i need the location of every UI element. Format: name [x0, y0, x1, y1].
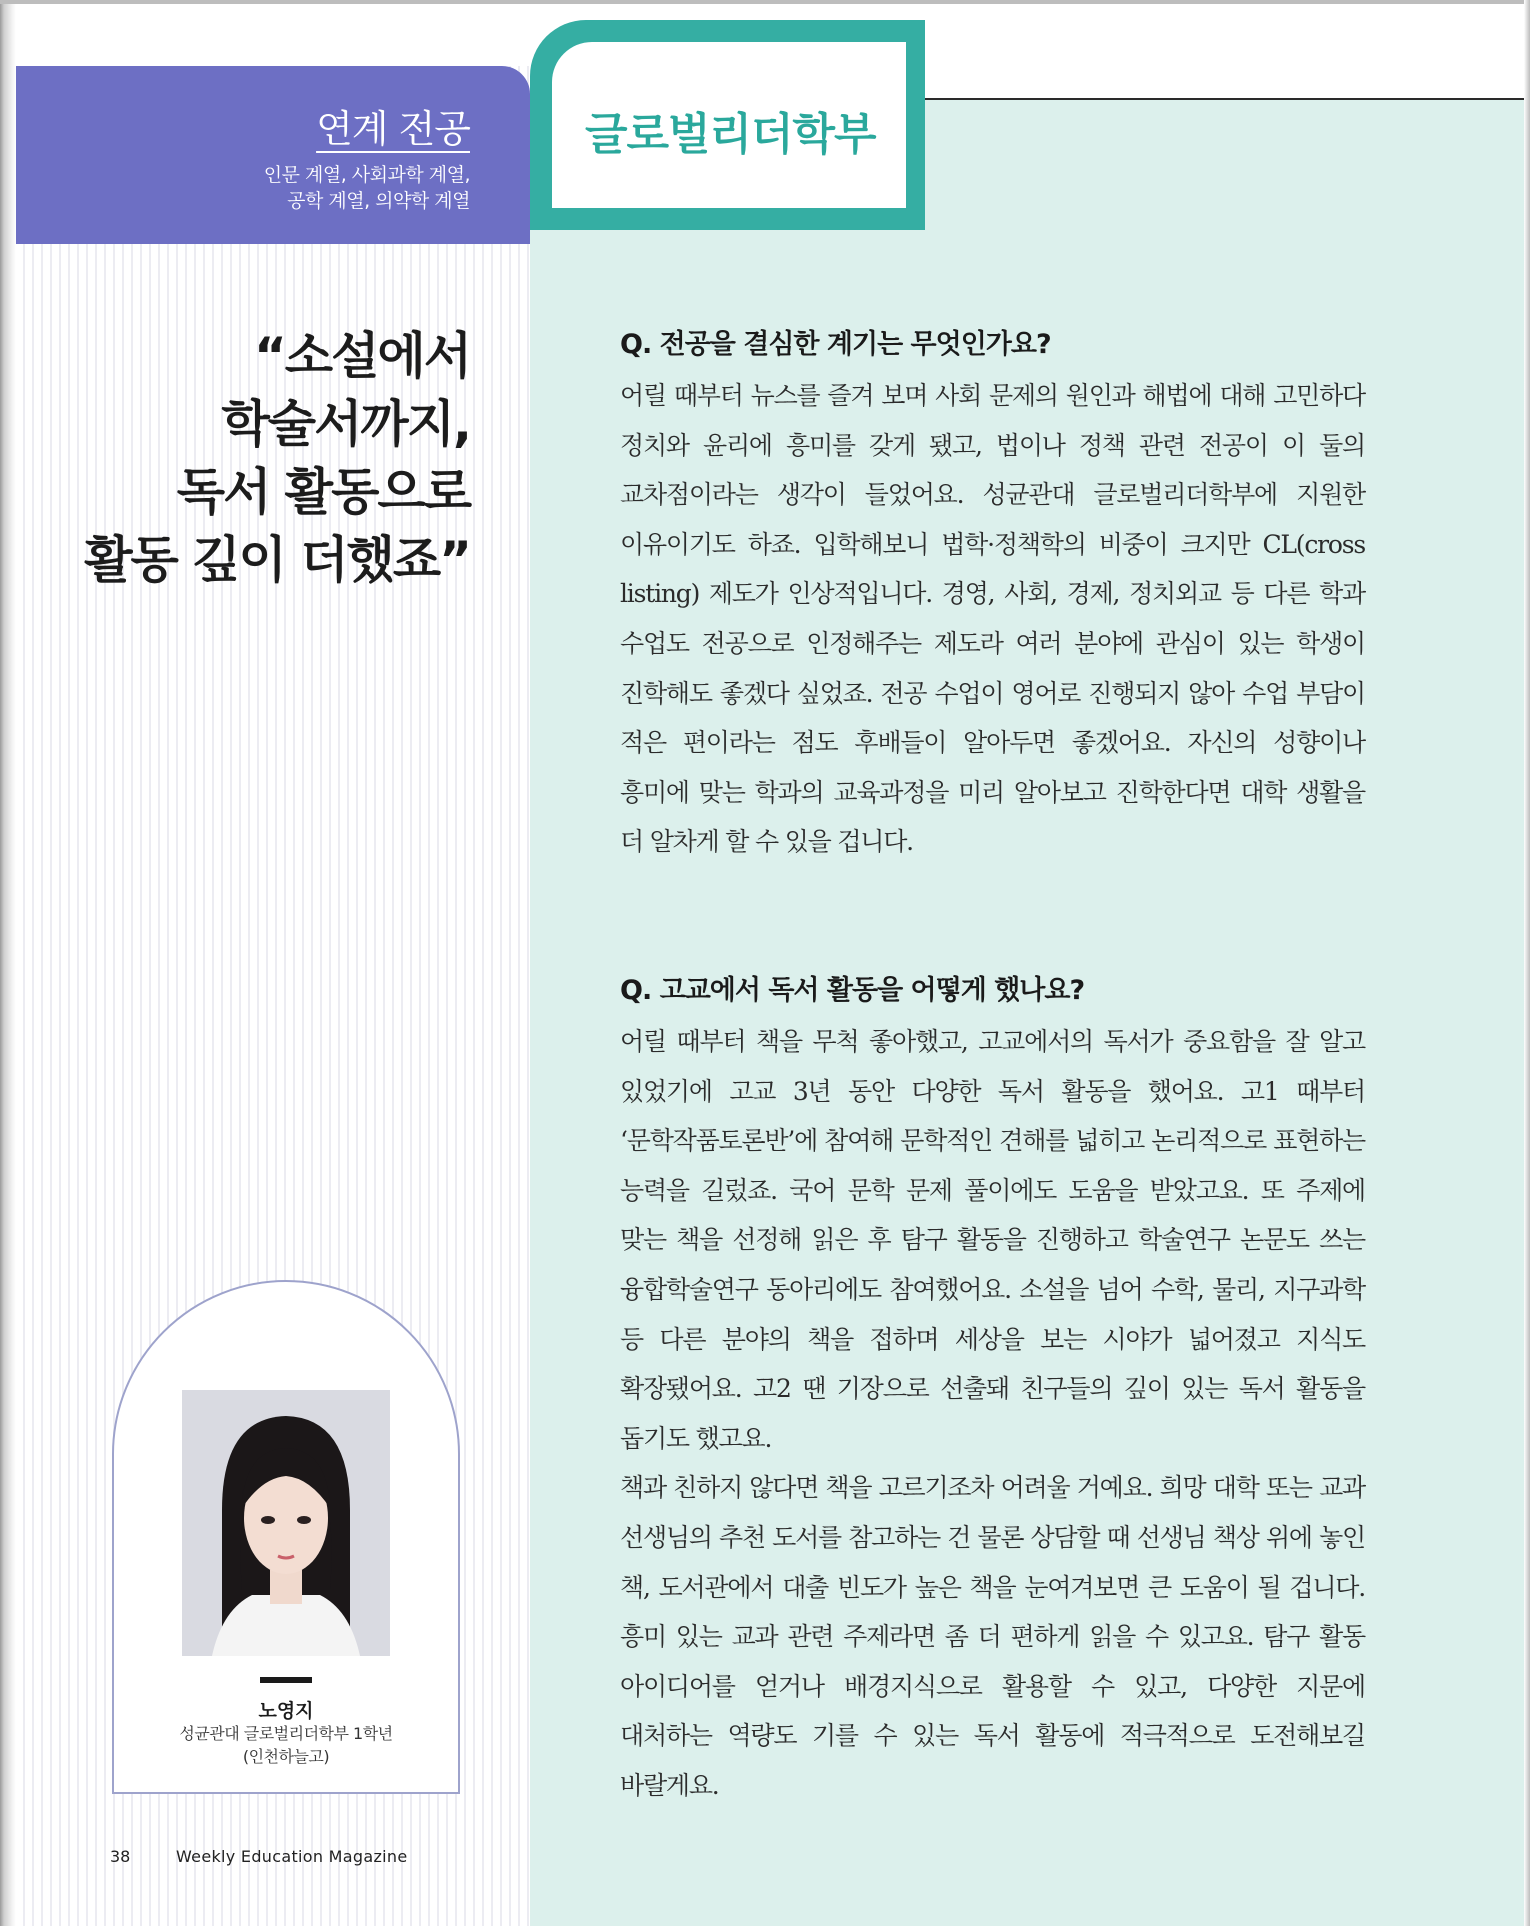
- profile-high-school: (인천하늘고): [242, 1747, 330, 1766]
- profile-photo: [182, 1390, 390, 1656]
- answer-2: 어릴 때부터 책을 무척 좋아했고, 고교에서의 독서가 중요함을 잘 알고 있었기에 고교 3년 동안 다양한 독서 활동을 했어요. 고1 때부터 ‘문학작품토론반’에 참여해 문학적인 견해를 넓히고 논리적으로 표현하는 능력을 길렀죠. 국어 문학 문제 풀이에도 도움을 받았고요. 또 주제에 맞는 책을 선정해 읽은 후 탐구 활동을 진행하고 학술연구 논문도 쓰는 융합학술연구 동아리에도 참여했어요. 소설을 넘어 수학, 물리, 지구과학 등 다른 분야의 책을 접하며 세상을 보는 시야가 넓어졌고 지식도 확장됐어요. 고2 땐 기장으로 선출돼 친구들의 깊이 있는 독서 활동을 돕기도 했고요.: [620, 1027, 1365, 1453]
- question-1: Q. 전공을 결심한 계기는 무엇인가요?: [620, 329, 1051, 360]
- page-number: 38: [110, 1847, 131, 1866]
- portrait-illustration: [182, 1390, 390, 1656]
- qa-block-1: [620, 322, 1365, 867]
- related-majors-band: [16, 66, 530, 244]
- name-divider: [260, 1677, 312, 1683]
- quote-line-2: 학술서까지,: [221, 395, 470, 453]
- binding-gutter: [0, 0, 16, 1926]
- quote-line-4: 활동 깊이 더했죠”: [84, 531, 470, 589]
- pull-quote: [84, 322, 470, 594]
- quote-line-1: “소설에서: [253, 327, 470, 385]
- related-majors-fields: [264, 162, 470, 214]
- qa-block-2: [620, 968, 1365, 1811]
- quote-line-3: 독서 활동으로: [176, 463, 470, 521]
- department-title: 글로벌리더학부: [585, 109, 876, 160]
- profile-name: 노영지: [258, 1700, 314, 1722]
- page-top-edge: [0, 0, 1530, 4]
- fields-line-2: 공학 계열, 의약학 계열: [287, 190, 470, 212]
- profile-school-major: 성균관대 글로벌리더학부 1학년: [179, 1724, 393, 1743]
- header-rule: [920, 98, 1524, 100]
- related-majors-title: 연계 전공: [316, 107, 470, 151]
- profile-affiliation: [112, 1722, 460, 1768]
- question-2: Q. 고교에서 독서 활동을 어떻게 했나요?: [620, 975, 1085, 1006]
- answer-2-continued: 책과 친하지 않다면 책을 고르기조차 어려울 거예요. 희망 대학 또는 교과 선생님의 추천 도서를 참고하는 건 물론 상담할 때 선생님 책상 위에 놓인 책, 도서관에서 대출 빈도가 높은 책을 눈여겨보면 큰 도움이 될 겁니다. 흥미 있는 교과 관련 주제라면 좀 더 편하게 읽을 수 있고요. 탐구 활동 아이디어를 얻거나 배경지식으로 활용할 수 있고, 다양한 지문에 대처하는 역량도 기를 수 있는 독서 활동에 적극적으로 도전해보길 바랄게요.: [620, 1473, 1365, 1800]
- fields-line-1: 인문 계열, 사회과학 계열,: [263, 164, 470, 186]
- magazine-name: Weekly Education Magazine: [176, 1847, 408, 1866]
- answer-1: 어릴 때부터 뉴스를 즐겨 보며 사회 문제의 원인과 해법에 대해 고민하다 정치와 윤리에 흥미를 갖게 됐고, 법이나 정책 관련 전공이 이 둘의 교차점이라는 생각이 들었어요. 성균관대 글로벌리더학부에 지원한 이유이기도 하죠. 입학해보니 법학·정책학의 비중이 크지만 CL(cross listing) 제도가 인상적입니다. 경영, 사회, 경제, 정치외교 등 다른 학과 수업도 전공으로 인정해주는 제도라 여러 분야에 관심이 있는 학생이 진학해도 좋겠다 싶었죠. 전공 수업이 영어로 진행되지 않아 수업 부담이 적은 편이라는 점도 후배들이 알아두면 좋겠어요. 자신의 성향이나 흥미에 맞는 학과의 교육과정을 미리 알아보고 진학한다면 대학 생활을 더 알차게 할 수 있을 겁니다.: [620, 381, 1365, 857]
- page-right-edge: [1524, 0, 1530, 1926]
